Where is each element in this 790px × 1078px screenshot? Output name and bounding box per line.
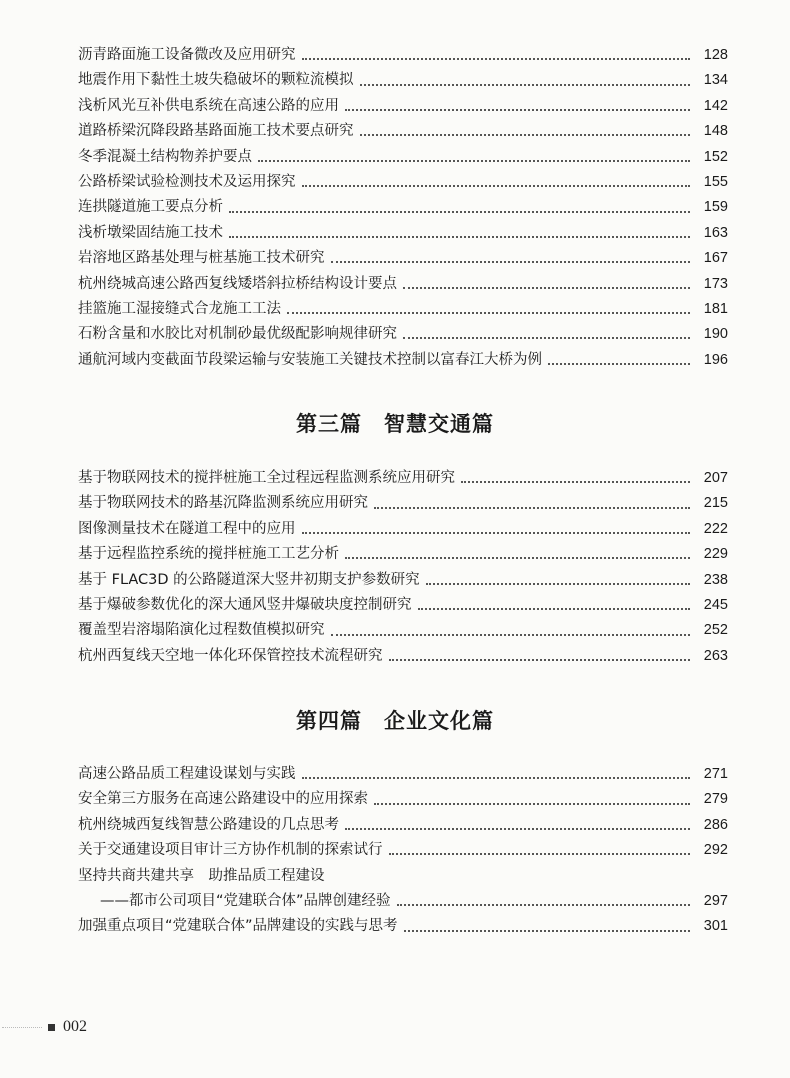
footer-square-bullet-icon: [48, 1024, 55, 1031]
entry-title: 连拱隧道施工要点分析: [78, 199, 223, 216]
entry-title: 图像测量技术在隧道工程中的应用: [78, 520, 296, 537]
entry-title: 浅析风光互补供电系统在高速公路的应用: [78, 97, 339, 114]
toc-entry: [78, 145, 728, 170]
toc-entry: [78, 94, 728, 119]
entry-page-number: 190: [703, 326, 728, 343]
entry-title: 基于远程监控系统的搅拌桩施工工艺分析: [78, 546, 339, 563]
entry-page-number: 148: [703, 123, 728, 140]
dot-leader: [397, 903, 690, 906]
section-4-heading: 第四篇 企业文化篇: [296, 708, 494, 733]
entry-page-number: 196: [703, 351, 728, 368]
entry-page-number: 152: [703, 148, 728, 165]
toc-entry: [78, 466, 728, 491]
entry-page-number: 181: [703, 300, 728, 317]
toc-entry: [78, 914, 728, 939]
entry-title: 杭州绕城西复线智慧公路建设的几点思考: [78, 816, 339, 833]
dot-leader: [426, 582, 690, 585]
toc-entry: [78, 568, 728, 593]
dot-leader: [331, 633, 691, 636]
entry-page-number: 279: [703, 791, 728, 808]
dot-leader: [258, 159, 690, 162]
entry-page-number: 134: [703, 72, 728, 89]
toc-entry: [78, 838, 728, 863]
entry-page-number: 301: [703, 918, 728, 935]
entry-title: ——都市公司项目“党建联合体”品牌创建经验: [100, 892, 391, 909]
entry-title: 杭州西复线天空地一体化环保管控技术流程研究: [78, 647, 383, 664]
entry-title: 坚持共商共建共享 助推品质工程建设: [78, 867, 325, 884]
dot-leader: [461, 480, 690, 483]
dot-leader: [345, 108, 690, 111]
dot-leader: [389, 852, 691, 855]
entry-title: 冬季混凝土结构物养护要点: [78, 148, 252, 165]
entry-title: 杭州绕城高速公路西复线矮塔斜拉桥结构设计要点: [78, 275, 397, 292]
entry-title: 公路桥梁试验检测技术及运用探究: [78, 173, 296, 190]
entry-title: 关于交通建设项目审计三方协作机制的探索试行: [78, 842, 383, 859]
dot-leader: [374, 506, 690, 509]
toc-entry: [78, 762, 728, 787]
toc-entry: [78, 542, 728, 567]
dot-leader: [360, 133, 691, 136]
entry-title: 基于物联网技术的搅拌桩施工全过程远程监测系统应用研究: [78, 470, 455, 486]
entry-page-number: 286: [703, 816, 728, 833]
dot-leader: [360, 83, 691, 86]
toc-entry: [78, 644, 728, 669]
entry-title: 岩溶地区路基处理与桩基施工技术研究: [78, 250, 325, 267]
section-3-heading: 第三篇 智慧交通篇: [296, 411, 494, 436]
entry-title: 覆盖型岩溶塌陷演化过程数值模拟研究: [78, 622, 325, 639]
toc-entry: [78, 297, 728, 322]
dot-leader: [345, 556, 690, 559]
entry-page-number: 252: [703, 622, 728, 639]
entry-title: 高速公路品质工程建设谋划与实践: [78, 766, 296, 782]
entry-title: 挂篮施工湿接缝式合龙施工工法: [78, 300, 281, 317]
entry-page-number: 207: [703, 470, 728, 486]
toc-section-4: [78, 762, 728, 940]
toc-entry: [78, 517, 728, 542]
toc-entry: [78, 272, 728, 297]
toc-entry: [78, 68, 728, 93]
toc-entry: [78, 813, 728, 838]
toc-entry: [78, 43, 728, 68]
entry-title: 加强重点项目“党建联合体”品牌建设的实践与思考: [78, 918, 398, 935]
toc-entry: [78, 618, 728, 643]
dot-leader: [287, 311, 690, 314]
entry-page-number: 215: [703, 495, 728, 512]
entry-title: 安全第三方服务在高速公路建设中的应用探索: [78, 791, 368, 808]
dot-leader: [229, 210, 690, 213]
dot-leader: [331, 260, 691, 263]
dot-leader: [345, 827, 690, 830]
entry-title: 通航河域内变截面节段梁运输与安装施工关键技术控制以富春江大桥为例: [78, 351, 542, 368]
entry-page-number: 292: [703, 842, 728, 859]
entry-page-number: 142: [703, 97, 728, 114]
toc-entry: [78, 787, 728, 812]
toc-group-1: [78, 43, 728, 373]
entry-page-number: 159: [703, 199, 728, 216]
entry-page-number: 222: [703, 520, 728, 537]
entry-page-number: 245: [703, 596, 728, 613]
toc-entry: [78, 889, 728, 914]
dot-leader: [418, 607, 691, 610]
page-number: 002: [63, 1018, 87, 1035]
entry-title: 基于爆破参数优化的深大通风竖井爆破块度控制研究: [78, 596, 412, 613]
toc-entry: [78, 322, 728, 347]
dot-leader: [548, 362, 690, 365]
toc-entry: [78, 221, 728, 246]
toc-entry: [78, 864, 728, 889]
dot-leader: [389, 658, 691, 661]
dot-leader: [229, 235, 690, 238]
entry-title: 石粉含量和水胶比对机制砂最优级配影响规律研究: [78, 326, 397, 343]
toc-entry: [78, 348, 728, 373]
dot-leader: [302, 57, 691, 60]
entry-page-number: 297: [703, 892, 728, 909]
dot-leader: [404, 929, 690, 932]
dot-leader: [374, 802, 690, 805]
entry-title: 沥青路面施工设备微改及应用研究: [78, 47, 296, 63]
entry-page-number: 238: [703, 571, 728, 588]
toc-entry: [78, 593, 728, 618]
toc-entry: [78, 246, 728, 271]
entry-page-number: 271: [703, 766, 728, 782]
entry-page-number: 163: [703, 224, 728, 241]
entry-title: 基于 FLAC3D 的公路隧道深大竖井初期支护参数研究: [78, 571, 420, 588]
toc-entry: [78, 195, 728, 220]
entry-title: 浅析墩梁固结施工技术: [78, 224, 223, 241]
entry-page-number: 167: [703, 250, 728, 267]
entry-page-number: 263: [703, 647, 728, 664]
dot-leader: [302, 184, 691, 187]
entry-page-number: 155: [703, 173, 728, 190]
entry-title: 道路桥梁沉降段路基路面施工技术要点研究: [78, 123, 354, 140]
toc-section-3: [78, 466, 728, 669]
entry-page-number: 229: [703, 546, 728, 563]
toc-entry: [78, 491, 728, 516]
entry-page-number: 173: [703, 275, 728, 292]
entry-title: 基于物联网技术的路基沉降监测系统应用研究: [78, 495, 368, 512]
dot-leader: [403, 286, 690, 289]
dot-leader: [302, 776, 691, 779]
dot-leader: [403, 336, 690, 339]
entry-page-number: 128: [703, 47, 728, 63]
dot-leader: [302, 531, 691, 534]
entry-title: 地震作用下黏性土坡失稳破坏的颗粒流模拟: [78, 72, 354, 89]
toc-entry: [78, 119, 728, 144]
toc-entry: [78, 170, 728, 195]
footer-dotted-rule: [2, 1027, 42, 1028]
page-footer: [48, 1018, 87, 1036]
